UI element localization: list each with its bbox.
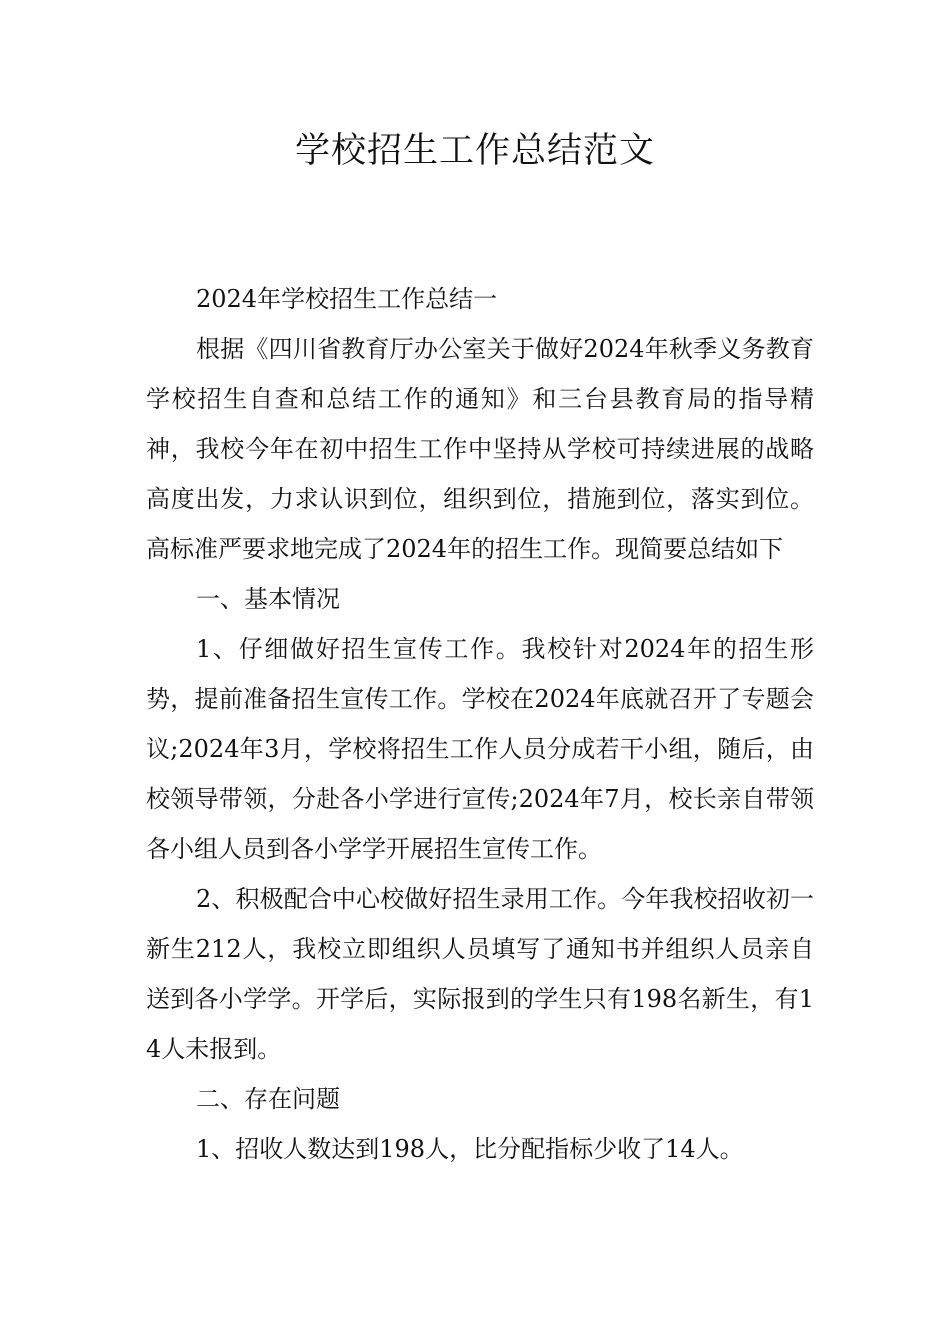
section-heading-summary-one: 2024年学校招生工作总结一 xyxy=(196,285,498,313)
intro-paragraph: 根据《四川省教育厅办公室关于做好2024年秋季义务教育学校招生自查和总结工作的通知》和三台县教育局的指导精神，我校今年在初中招生工作中坚持从学校可持续进展的战略高度出发，力求认识到位，组织到位，措施到位，落实到位。高标准严要求地完成了2024年的招生工作。现简要总结如下 xyxy=(146,335,814,563)
paragraph-problem-one: 1、招收人数达到198人，比分配指标少收了14人。 xyxy=(196,1135,744,1163)
paragraph-publicity-work: 1、仔细做好招生宣传工作。我校针对2024年的招生形势，提前准备招生宣传工作。学校在2024年底就召开了专题会议;2024年3月，学校将招生工作人员分成若干小组，随后，由校领导带领，分赴各小学进行宣传;2024年7月，校长亲自带领各小组人员到各小学学开展招生宣传工作。 xyxy=(146,635,814,863)
section-heading-existing-problems: 二、存在问题 xyxy=(196,1085,340,1113)
document-body xyxy=(146,274,814,1174)
paragraph-enrollment-work: 2、积极配合中心校做好招生录用工作。今年我校招收初一新生212人，我校立即组织人员填写了通知书并组织人员亲自送到各小学学。开学后，实际报到的学生只有198名新生，有14人未报到。 xyxy=(146,885,814,1063)
section-heading-basic-situation: 一、基本情况 xyxy=(196,585,340,613)
document-title: 学校招生工作总结范文 xyxy=(294,131,655,171)
